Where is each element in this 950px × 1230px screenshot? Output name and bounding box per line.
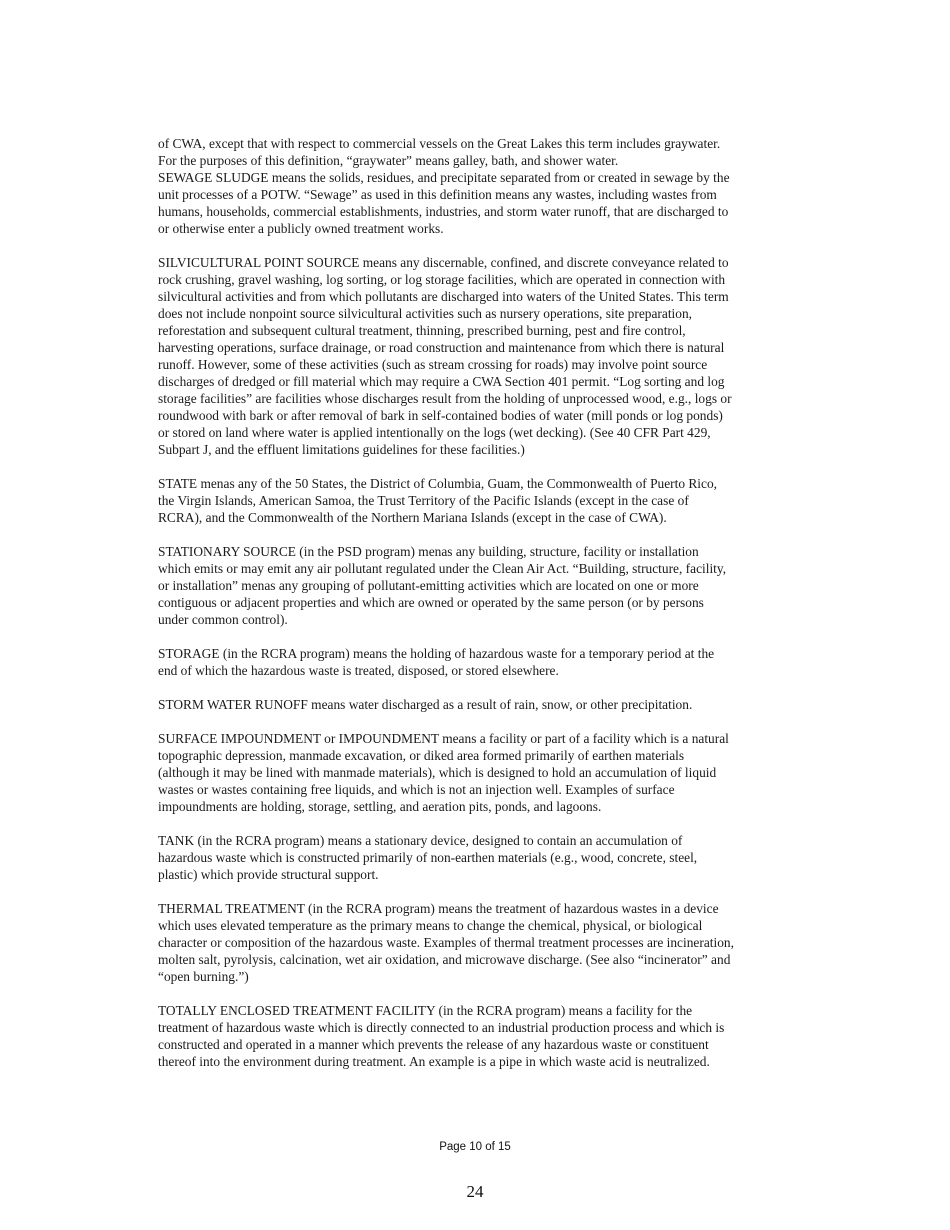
paragraph-sewage: of CWA, except that with respect to commercial vessels on the Great Lakes this term includes graywater. For the purposes of this definition, “graywater” means galley, bath, and shower water. SEWAGE SLUDGE means the solids, residues, and precipitate separated from or created in sewage by the unit processes of a POTW. “Sewage” as used in this definition means any wastes, including wastes from humans, households, commercial establishments, industries, and storm water runoff, that are discharged to or otherwise enter a publicly owned treatment works. <box>158 136 730 236</box>
paragraph-storm-water-runoff: STORM WATER RUNOFF means water discharged as a result of rain, snow, or other precipitation. <box>158 697 693 712</box>
paragraph-surface-impoundment: SURFACE IMPOUNDMENT or IMPOUNDMENT means a facility or part of a facility which is a natural topographic depression, manmade excavation, or diked area formed primarily of earthen materials (although it may be lined with manmade materials), which is designed to hold an accumulation of liquid wastes or wastes containing free liquids, and which is not an injection well. Examples of surface impoundments are holding, storage, settling, and aeration pits, ponds, and lagoons. <box>158 731 729 814</box>
paragraph-silvicultural-point-source: SILVICULTURAL POINT SOURCE means any discernable, confined, and discrete conveyance related to rock crushing, gravel washing, log sorting, or log storage facilities, which are operated in connection with silvicultural activities and from which pollutants are discharged into waters of the United States. This term does not include nonpoint source silvicultural activities such as nursery operations, site preparation, reforestation and subsequent cultural treatment, thinning, prescribed burning, pest and fire control, harvesting operations, surface drainage, or road construction and maintenance from which there is natural runoff. However, some of these activities (such as stream crossing for roads) may involve point source discharges of dredged or fill material which may require a CWA Section 401 permit. “Log sorting and log storage facilities” are facilities whose discharges result from the holding of unprocessed wood, e.g., logs or roundwood with bark or after removal of bark in self-contained bodies of water (mill ponds or log ponds) or stored on land where water is applied intentionally on the logs (wet decking). (See 40 CFR Part 429, Subpart J, and the effluent limitations guidelines for these facilities.) <box>158 255 732 457</box>
paragraph-storage: STORAGE (in the RCRA program) means the holding of hazardous waste for a temporary period at the end of which the hazardous waste is treated, disposed, or stored elsewhere. <box>158 646 715 678</box>
page-number: 24 <box>466 1182 484 1201</box>
paragraph-thermal-treatment: THERMAL TREATMENT (in the RCRA program) means the treatment of hazardous wastes in a device which uses elevated temperature as the primary means to change the chemical, physical, or biological character or composition of the hazardous waste. Examples of thermal treatment processes are incineration, molten salt, pyrolysis, calcination, wet air oxidation, and microwave discharge. (See also “incinerator” and “open burning.”) <box>158 901 734 984</box>
document-body <box>158 135 798 1087</box>
page-label: Page 10 of 15 <box>439 1141 511 1153</box>
paragraph-state: STATE menas any of the 50 States, the District of Columbia, Guam, the Commonwealth of Puerto Rico, the Virgin Islands, American Samoa, the Trust Territory of the Pacific Islands (except in the case of RCRA), and the Commonwealth of the Northern Mariana Islands (except in the case of CWA). <box>158 476 718 525</box>
paragraph-tank: TANK (in the RCRA program) means a stationary device, designed to contain an accumulation of hazardous waste which is constructed primarily of non-earthen materials (e.g., wood, concrete, steel, plastic) which provide structural support. <box>158 833 698 882</box>
paragraph-stationary-source: STATIONARY SOURCE (in the PSD program) menas any building, structure, facility or installation which emits or may emit any air pollutant regulated under the Clean Air Act. “Building, structure, facility, or installation” menas any grouping of pollutant-emitting activities which are located on one or more contiguous or adjacent properties and which are owned or operated by the same person (or by persons under common control). <box>158 544 727 627</box>
paragraph-totally-enclosed-treatment-facility: TOTALLY ENCLOSED TREATMENT FACILITY (in the RCRA program) means a facility for the treatment of hazardous waste which is directly connected to an industrial production process and which is constructed and operated in a manner which prevents the release of any hazardous waste or constituent thereof into the environment during treatment. An example is a pipe in which waste acid is neutralized. <box>158 1003 725 1069</box>
